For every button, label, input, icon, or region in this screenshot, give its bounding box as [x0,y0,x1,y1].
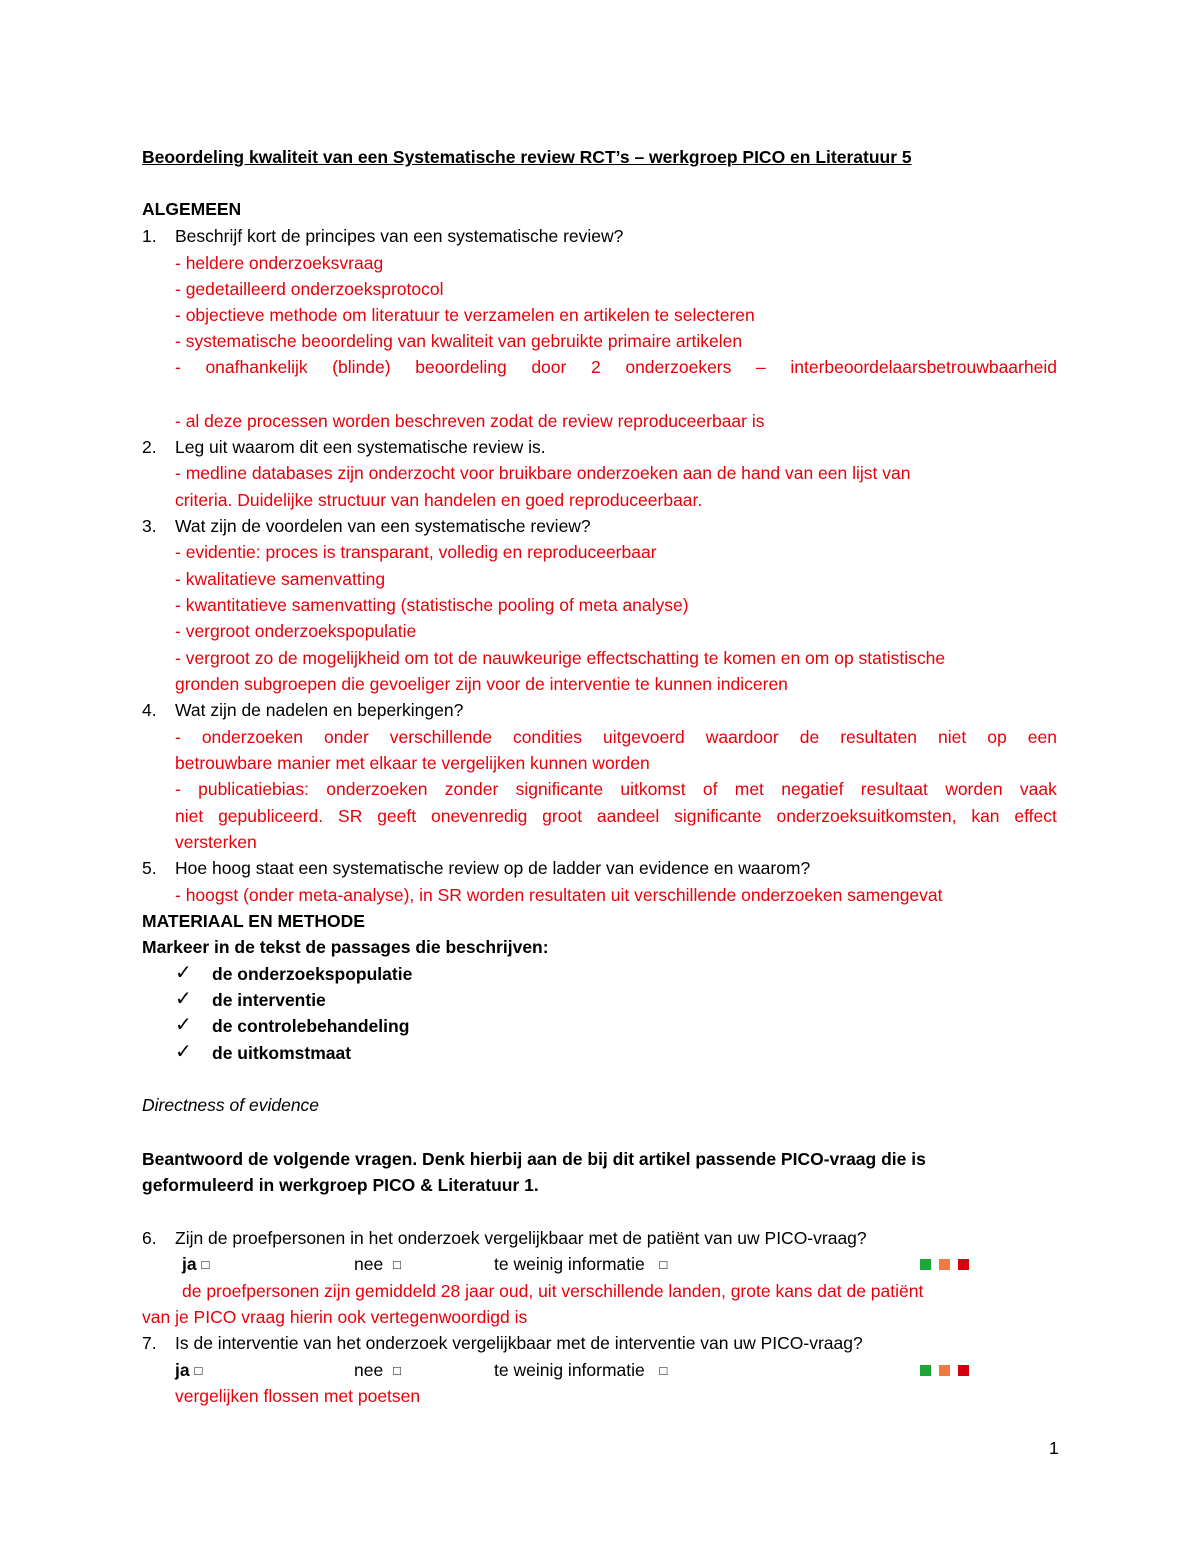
checkbox-icon[interactable]: □ [194,1363,203,1378]
checklist-item: de uitkomstmaat [212,1043,352,1063]
question-text: Wat zijn de voordelen van een systematische review? [175,516,591,536]
word: aandeel [596,806,660,826]
answer-line: - gedetailleerd onderzoeksprotocol [175,279,444,299]
answer-line-justified [175,805,1057,827]
checkmark-icon: ✓ [175,1041,192,1063]
option-nee[interactable] [354,1253,401,1277]
answer-line: criteria. Duidelijke structuur van handelen en goed reproduceerbaar. [175,490,703,510]
word: 2 [590,357,601,377]
word: worden [945,779,1003,799]
word: uitgevoerd [603,727,685,747]
word: zonder [444,779,499,799]
red-square-icon [958,1259,969,1270]
word: publicatiebias: [198,779,310,799]
word: onderzoeken [201,727,304,747]
question-number: 2. [142,437,157,457]
option-ja[interactable] [175,1359,202,1383]
page-number: 1 [1049,1438,1059,1458]
document-title: Beoordeling kwaliteit van een Systematische review RCT’s – werkgroep PICO en Literatuur 5 [142,147,912,167]
instruction-line: geformuleerd in werkgroep PICO & Literatuur 1. [142,1175,539,1195]
word: een [1027,727,1057,747]
word: onderzoekers [625,357,732,377]
question-text: Beschrijf kort de principes van een systematische review? [175,226,624,246]
quality-indicator [920,1359,977,1381]
question-text: Wat zijn de nadelen en beperkingen? [175,700,464,720]
answer-line: van je PICO vraag hierin ook vertegenwoordigd is [142,1307,528,1327]
checkbox-icon[interactable]: □ [201,1257,210,1272]
word: niet [938,727,967,747]
checkmark-icon: ✓ [175,1014,192,1036]
answer-line: - objectieve methode om literatuur te verzamelen en artikelen te selecteren [175,305,755,325]
answer-line-justified [175,726,1057,748]
orange-square-icon [939,1259,950,1270]
checklist-item: de interventie [212,990,326,1010]
word: significante [674,806,762,826]
checklist-item: de onderzoekspopulatie [212,964,413,984]
checkmark-icon: ✓ [175,962,192,984]
option-label: te weinig informatie [494,1360,645,1380]
word: onevenredig [430,806,528,826]
quality-indicator [920,1253,977,1275]
answer-line: betrouwbare manier met elkaar te vergelijken kunnen worden [175,753,650,773]
green-square-icon [920,1259,931,1270]
word: de [799,727,820,747]
word: resultaten [840,727,918,747]
question-number: 1. [142,226,157,246]
checkbox-icon[interactable]: □ [392,1363,401,1378]
word: effect [1014,806,1057,826]
question-text: Is de interventie van het onderzoek vergelijkbaar met de interventie van uw PICO-vraag? [175,1333,863,1353]
answer-line: - al deze processen worden beschreven zodat de review reproduceerbaar is [175,411,765,431]
answer-line: - kwalitatieve samenvatting [175,569,386,589]
instruction-line: Beantwoord de volgende vragen. Denk hierbij aan de bij dit artikel passende PICO-vraag die is [142,1149,926,1169]
word: SR [338,806,363,826]
answer-line-justified [175,778,1057,800]
answer-line: - medline databases zijn onderzocht voor bruikbare onderzoeken aan de hand van een lijst van [175,463,911,483]
word: uitkomst [620,779,686,799]
checkmark-icon: ✓ [175,988,192,1010]
option-weinig-informatie[interactable] [494,1253,667,1277]
red-square-icon [958,1365,969,1376]
question-text: Zijn de proefpersonen in het onderzoek vergelijkbaar met de patiënt van uw PICO-vraag? [175,1228,867,1248]
word: onafhankelijk [205,357,308,377]
word: - [175,727,181,747]
answer-line: - heldere onderzoeksvraag [175,253,384,273]
word: door [531,357,567,377]
word: op [987,727,1007,747]
word: – [756,357,766,377]
word: gepubliceerd. [218,806,324,826]
answer-line: versterken [175,832,257,852]
word: negatief [781,779,844,799]
answer-line: vergelijken flossen met poetsen [175,1386,421,1406]
option-label: nee [354,1254,384,1274]
word: interbeoordelaarsbetrouwbaarheid [790,357,1057,377]
mark-instruction: Markeer in de tekst de passages die beschrijven: [142,937,549,957]
word: (blinde) [332,357,391,377]
checkbox-icon[interactable]: □ [392,1257,401,1272]
answer-line: - vergroot zo de mogelijkheid om tot de nauwkeurige effectschatting te komen en om op statistische [175,648,946,668]
answer-line: gronden subgroepen die gevoeliger zijn voor de interventie te kunnen indiceren [175,674,788,694]
question-text: Hoe hoog staat een systematische review op de ladder van evidence en waarom? [175,858,811,878]
option-label: nee [354,1360,384,1380]
option-label: te weinig informatie [494,1254,645,1274]
question-number: 7. [142,1333,157,1353]
option-nee[interactable] [354,1359,401,1383]
word: of [702,779,718,799]
word: onder [324,727,369,747]
option-label: ja [182,1254,197,1274]
section-heading-algemeen: ALGEMEEN [142,199,242,219]
answer-line: - hoogst (onder meta-analyse), in SR worden resultaten uit verschillende onderzoeken samengevat [175,885,943,905]
question-text: Leg uit waarom dit een systematische review is. [175,437,546,457]
answer-line: - vergroot onderzoekspopulatie [175,621,417,641]
orange-square-icon [939,1365,950,1376]
word: resultaat [860,779,928,799]
subheading-directness: Directness of evidence [142,1095,320,1115]
word: - [175,357,181,377]
word: kan [971,806,1000,826]
word: met [734,779,764,799]
checkbox-icon[interactable]: □ [659,1257,668,1272]
word: significante [515,779,604,799]
checkbox-icon[interactable]: □ [659,1363,668,1378]
option-label: ja [175,1360,190,1380]
answer-line: - evidentie: proces is transparant, volledig en reproduceerbaar [175,542,657,562]
question-number: 4. [142,700,157,720]
green-square-icon [920,1365,931,1376]
option-weinig-informatie[interactable] [494,1359,667,1383]
question-number: 6. [142,1228,157,1248]
answer-line-justified [175,356,1057,378]
word: condities [512,727,583,747]
question-number: 5. [142,858,157,878]
word: geeft [377,806,417,826]
word: onderzoeksuitkomsten, [776,806,957,826]
option-ja[interactable] [182,1253,209,1277]
question-number: 3. [142,516,157,536]
word: onderzoeken [326,779,428,799]
word: vaak [1019,779,1057,799]
answer-line: - systematische beoordeling van kwaliteit van gebruikte primaire artikelen [175,331,743,351]
section-heading-methode: MATERIAAL EN METHODE [142,911,365,931]
answer-line: de proefpersonen zijn gemiddeld 28 jaar oud, uit verschillende landen, grote kans dat de patiënt [182,1281,924,1301]
word: groot [542,806,583,826]
checklist-item: de controlebehandeling [212,1016,410,1036]
word: waardoor [705,727,779,747]
word: niet [175,806,204,826]
answer-line: - kwantitatieve samenvatting (statistische pooling of meta analyse) [175,595,689,615]
word: - [175,779,181,799]
word: beoordeling [415,357,507,377]
word: verschillende [389,727,492,747]
